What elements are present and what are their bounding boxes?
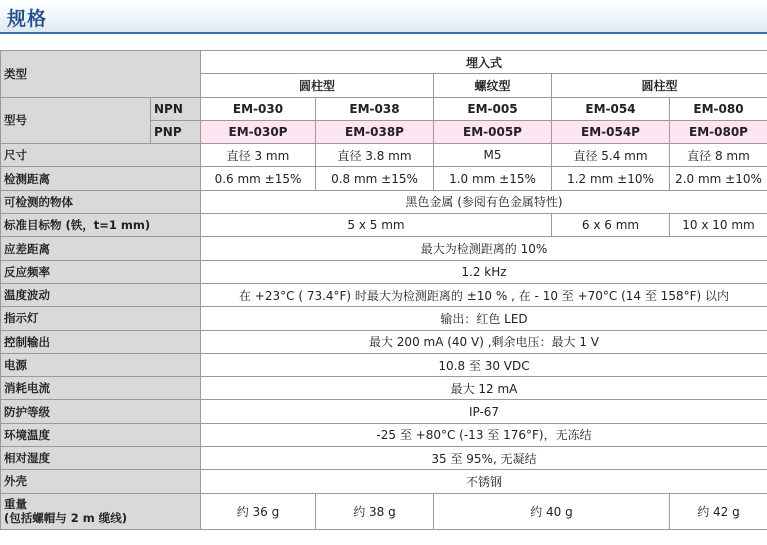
model-label: 型号 xyxy=(1,97,151,144)
npn-row xyxy=(1,97,767,120)
detectable-label: 可检测的物体 xyxy=(1,190,201,213)
detectable-value: 黑色金属 (参阅有色金属特性) xyxy=(201,190,767,213)
humidity-row xyxy=(1,447,767,470)
hysteresis-value: 最大为检测距离的 10% xyxy=(201,237,767,260)
weight-value: 约 36 g xyxy=(201,493,316,529)
cylinder-header-1: 圆柱型 xyxy=(201,74,434,97)
header-row-1 xyxy=(1,51,767,74)
weight-value: 约 40 g xyxy=(434,493,670,529)
weight-label-line1: 重量 xyxy=(4,497,27,512)
detectable-row xyxy=(1,190,767,213)
weight-value: 约 42 g xyxy=(670,493,767,529)
response-row xyxy=(1,260,767,283)
housing-row xyxy=(1,470,767,493)
size-value: 直径 8 mm xyxy=(670,144,767,167)
indicator-row xyxy=(1,307,767,330)
weight-row xyxy=(1,493,767,529)
power-label: 电源 xyxy=(1,353,201,376)
pnp-model: EM-030P xyxy=(201,120,316,143)
standard-target-row xyxy=(1,214,767,237)
response-value: 1.2 kHz xyxy=(201,260,767,283)
current-label: 消耗电流 xyxy=(1,377,201,400)
ambient-temp-value: -25 至 +80°C (-13 至 176°F)，无冻结 xyxy=(201,423,767,446)
distance-value: 1.2 mm ±10% xyxy=(552,167,670,190)
ambient-temp-label: 环境温度 xyxy=(1,423,201,446)
embedded-header: 埋入式 xyxy=(201,51,767,74)
title-underline xyxy=(0,32,767,34)
hysteresis-label: 应差距离 xyxy=(1,237,201,260)
control-output-value: 最大 200 mA (40 V) ,剩余电压：最大 1 V xyxy=(201,330,767,353)
ambient-temp-row xyxy=(1,423,767,446)
housing-label: 外壳 xyxy=(1,470,201,493)
npn-model: EM-038 xyxy=(316,97,434,120)
cylinder-header-2: 圆柱型 xyxy=(552,74,767,97)
pnp-model: EM-038P xyxy=(316,120,434,143)
weight-label-line2: (包括螺帽与 2 m 缆线) xyxy=(4,511,128,526)
indicator-value: 输出：红色 LED xyxy=(201,307,767,330)
size-value: M5 xyxy=(434,144,552,167)
power-row xyxy=(1,353,767,376)
page-title: 规格 xyxy=(7,8,48,30)
size-value: 直径 5.4 mm xyxy=(552,144,670,167)
threaded-header: 螺纹型 xyxy=(434,74,552,97)
protection-value: IP-67 xyxy=(201,400,767,423)
npn-model: EM-030 xyxy=(201,97,316,120)
protection-row xyxy=(1,400,767,423)
standard-target-label: 标准目标物 (铁，t=1 mm) xyxy=(1,214,201,237)
control-output-row xyxy=(1,330,767,353)
humidity-value: 35 至 95%, 无凝结 xyxy=(201,447,767,470)
power-value: 10.8 至 30 VDC xyxy=(201,353,767,376)
standard-target-value: 5 x 5 mm xyxy=(201,214,552,237)
npn-model: EM-005 xyxy=(434,97,552,120)
title-bar xyxy=(0,0,767,34)
size-value: 直径 3.8 mm xyxy=(316,144,434,167)
type-label: 类型 xyxy=(1,51,201,98)
npn-label: NPN xyxy=(151,97,201,120)
control-output-label: 控制输出 xyxy=(1,330,201,353)
size-row xyxy=(1,144,767,167)
temp-drift-value: 在 +23°C ( 73.4°F) 时最大为检测距离的 ±10 % , 在 - 10 至 +70°C (14 至 158°F) 以内 xyxy=(201,283,767,306)
standard-target-value: 6 x 6 mm xyxy=(552,214,670,237)
pnp-label: PNP xyxy=(151,120,201,143)
indicator-label: 指示灯 xyxy=(1,307,201,330)
response-label: 反应频率 xyxy=(1,260,201,283)
humidity-label: 相对湿度 xyxy=(1,447,201,470)
current-value: 最大 12 mA xyxy=(201,377,767,400)
distance-value: 0.8 mm ±15% xyxy=(316,167,434,190)
size-value: 直径 3 mm xyxy=(201,144,316,167)
spec-table xyxy=(0,50,767,530)
distance-value: 0.6 mm ±15% xyxy=(201,167,316,190)
hysteresis-row xyxy=(1,237,767,260)
protection-label: 防护等级 xyxy=(1,400,201,423)
housing-value: 不锈钢 xyxy=(201,470,767,493)
pnp-model: EM-080P xyxy=(670,120,767,143)
current-row xyxy=(1,377,767,400)
distance-value: 1.0 mm ±15% xyxy=(434,167,552,190)
standard-target-value: 10 x 10 mm xyxy=(670,214,767,237)
temp-drift-row xyxy=(1,283,767,306)
pnp-model: EM-054P xyxy=(552,120,670,143)
distance-label: 检测距离 xyxy=(1,167,201,190)
distance-value: 2.0 mm ±10% xyxy=(670,167,767,190)
size-label: 尺寸 xyxy=(1,144,201,167)
weight-value: 约 38 g xyxy=(316,493,434,529)
npn-model: EM-054 xyxy=(552,97,670,120)
pnp-model: EM-005P xyxy=(434,120,552,143)
temp-drift-label: 温度波动 xyxy=(1,283,201,306)
npn-model: EM-080 xyxy=(670,97,767,120)
weight-label xyxy=(1,493,201,529)
distance-row xyxy=(1,167,767,190)
